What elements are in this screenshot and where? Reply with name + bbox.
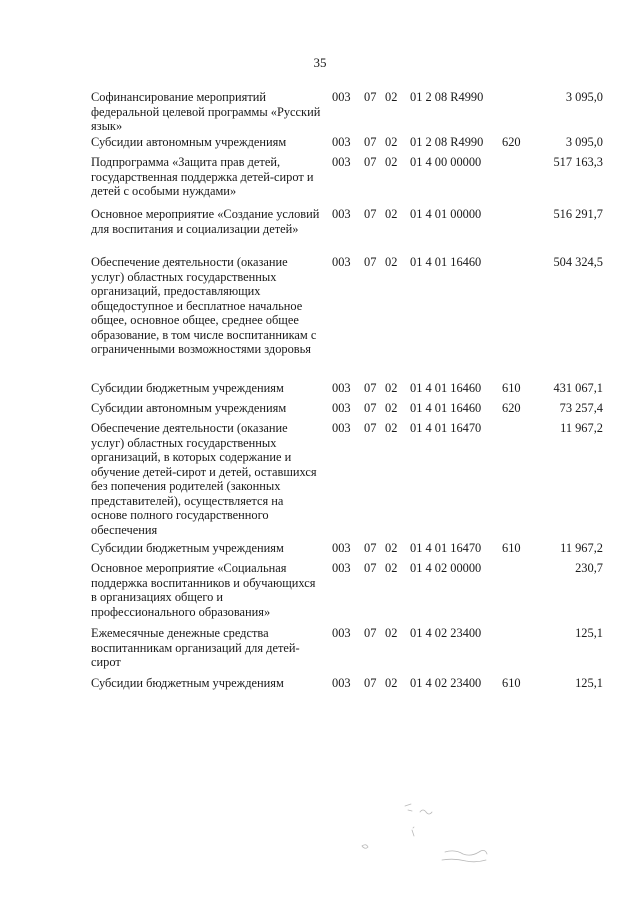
row-target-article: 01 4 01 16470 xyxy=(410,421,482,435)
row-section: 07 xyxy=(364,401,377,415)
table-row xyxy=(91,676,603,696)
row-expense-type: 610 xyxy=(502,381,521,395)
row-target-article: 01 4 01 16460 xyxy=(410,401,482,415)
row-ved: 003 xyxy=(332,541,351,555)
row-amount: 11 967,2 xyxy=(560,541,603,555)
page-number: 35 xyxy=(313,55,327,70)
row-amount: 3 095,0 xyxy=(565,135,603,149)
row-target-article: 01 4 02 23400 xyxy=(410,626,482,640)
row-subsection: 02 xyxy=(385,381,398,395)
row-name: Субсидии бюджетным учреждениям xyxy=(91,676,284,690)
row-amount: 230,7 xyxy=(575,561,603,575)
row-ved: 003 xyxy=(332,90,351,104)
row-name: Субсидии автономным учреждениям xyxy=(91,135,287,149)
row-section: 07 xyxy=(364,155,377,169)
table-row xyxy=(91,626,603,676)
table-row xyxy=(91,561,603,626)
row-section: 07 xyxy=(364,207,377,221)
row-subsection: 02 xyxy=(385,401,398,415)
row-amount: 517 163,3 xyxy=(553,155,603,169)
row-name: Субсидии бюджетным учреждениям xyxy=(91,381,284,395)
row-ved: 003 xyxy=(332,207,351,221)
row-name: Субсидии бюджетным учреждениям xyxy=(91,541,284,555)
row-section: 07 xyxy=(364,676,377,690)
row-subsection: 02 xyxy=(385,155,398,169)
row-ved: 003 xyxy=(332,381,351,395)
row-expense-type: 620 xyxy=(502,135,521,149)
row-subsection: 02 xyxy=(385,541,398,555)
row-amount: 73 257,4 xyxy=(559,401,603,415)
row-ved: 003 xyxy=(332,676,351,690)
row-section: 07 xyxy=(364,381,377,395)
row-subsection: 02 xyxy=(385,676,398,690)
row-ved: 003 xyxy=(332,421,351,435)
row-target-article: 01 4 01 00000 xyxy=(410,207,482,221)
row-section: 07 xyxy=(364,255,377,269)
table-row xyxy=(91,541,603,561)
row-subsection: 02 xyxy=(385,207,398,221)
row-name: Обеспечение деятельности (оказание услуг) областных государственных организаций, предоставляющих общедоступное и бесплатное начальное общее, основное общее, среднее общее образование, в том числе воспитанникам с ограниченными возможностями здоровья xyxy=(91,255,317,356)
row-section: 07 xyxy=(364,561,377,575)
row-name: Субсидии автономным учреждениям xyxy=(91,401,287,415)
row-amount: 3 095,0 xyxy=(565,90,603,104)
table-row xyxy=(91,155,603,207)
row-expense-type: 620 xyxy=(502,401,521,415)
row-section: 07 xyxy=(364,90,377,104)
row-ved: 003 xyxy=(332,626,351,640)
row-amount: 125,1 xyxy=(575,626,603,640)
row-ved: 003 xyxy=(332,155,351,169)
faint-handwritten-marks xyxy=(350,800,510,870)
row-section: 07 xyxy=(364,135,377,149)
row-target-article: 01 4 00 00000 xyxy=(410,155,482,169)
row-subsection: 02 xyxy=(385,626,398,640)
row-target-article: 01 2 08 R4990 xyxy=(410,135,484,149)
table-row xyxy=(91,135,603,155)
row-section: 07 xyxy=(364,626,377,640)
row-target-article: 01 4 01 16460 xyxy=(410,255,482,269)
row-target-article: 01 4 02 23400 xyxy=(410,676,482,690)
table-row xyxy=(91,381,603,401)
table-row xyxy=(91,90,603,135)
row-amount: 11 967,2 xyxy=(560,421,603,435)
row-expense-type: 610 xyxy=(502,541,521,555)
row-ved: 003 xyxy=(332,561,351,575)
table-row xyxy=(91,207,603,255)
row-subsection: 02 xyxy=(385,561,398,575)
row-amount: 125,1 xyxy=(575,676,603,690)
row-amount: 516 291,7 xyxy=(553,207,603,221)
row-name: Ежемесячные денежные средства воспитанникам организаций для детей-сирот xyxy=(91,626,300,669)
row-section: 07 xyxy=(364,421,377,435)
row-amount: 504 324,5 xyxy=(553,255,603,269)
row-ved: 003 xyxy=(332,401,351,415)
row-ved: 003 xyxy=(332,135,351,149)
budget-table xyxy=(91,90,603,696)
row-subsection: 02 xyxy=(385,421,398,435)
table-row xyxy=(91,401,603,421)
row-name: Основное мероприятие «Создание условий для воспитания и социализации детей» xyxy=(91,207,320,236)
row-ved: 003 xyxy=(332,255,351,269)
row-name: Основное мероприятие «Социальная поддержка воспитанников и обучающихся в организациях общего и профессионального образования» xyxy=(91,561,316,619)
row-amount: 431 067,1 xyxy=(553,381,603,395)
row-subsection: 02 xyxy=(385,135,398,149)
row-section: 07 xyxy=(364,541,377,555)
row-name: Обеспечение деятельности (оказание услуг) областных государственных организаций, в которых содержание и обучение детей-сирот и детей, оставшихся без попечения родителей (законных представителей), осуществляется на основе полного государственного обеспечения xyxy=(91,421,317,537)
table-row xyxy=(91,421,603,541)
row-target-article: 01 2 08 R4990 xyxy=(410,90,484,104)
row-expense-type: 610 xyxy=(502,676,521,690)
row-target-article: 01 4 01 16460 xyxy=(410,381,482,395)
row-name: Софинансирование мероприятий федеральной целевой программы «Русский язык» xyxy=(91,90,321,133)
row-name: Подпрограмма «Защита прав детей, государственная поддержка детей-сирот и детей с особыми нуждами» xyxy=(91,155,314,198)
table-row xyxy=(91,255,603,381)
row-target-article: 01 4 01 16470 xyxy=(410,541,482,555)
row-subsection: 02 xyxy=(385,255,398,269)
row-subsection: 02 xyxy=(385,90,398,104)
row-target-article: 01 4 02 00000 xyxy=(410,561,482,575)
